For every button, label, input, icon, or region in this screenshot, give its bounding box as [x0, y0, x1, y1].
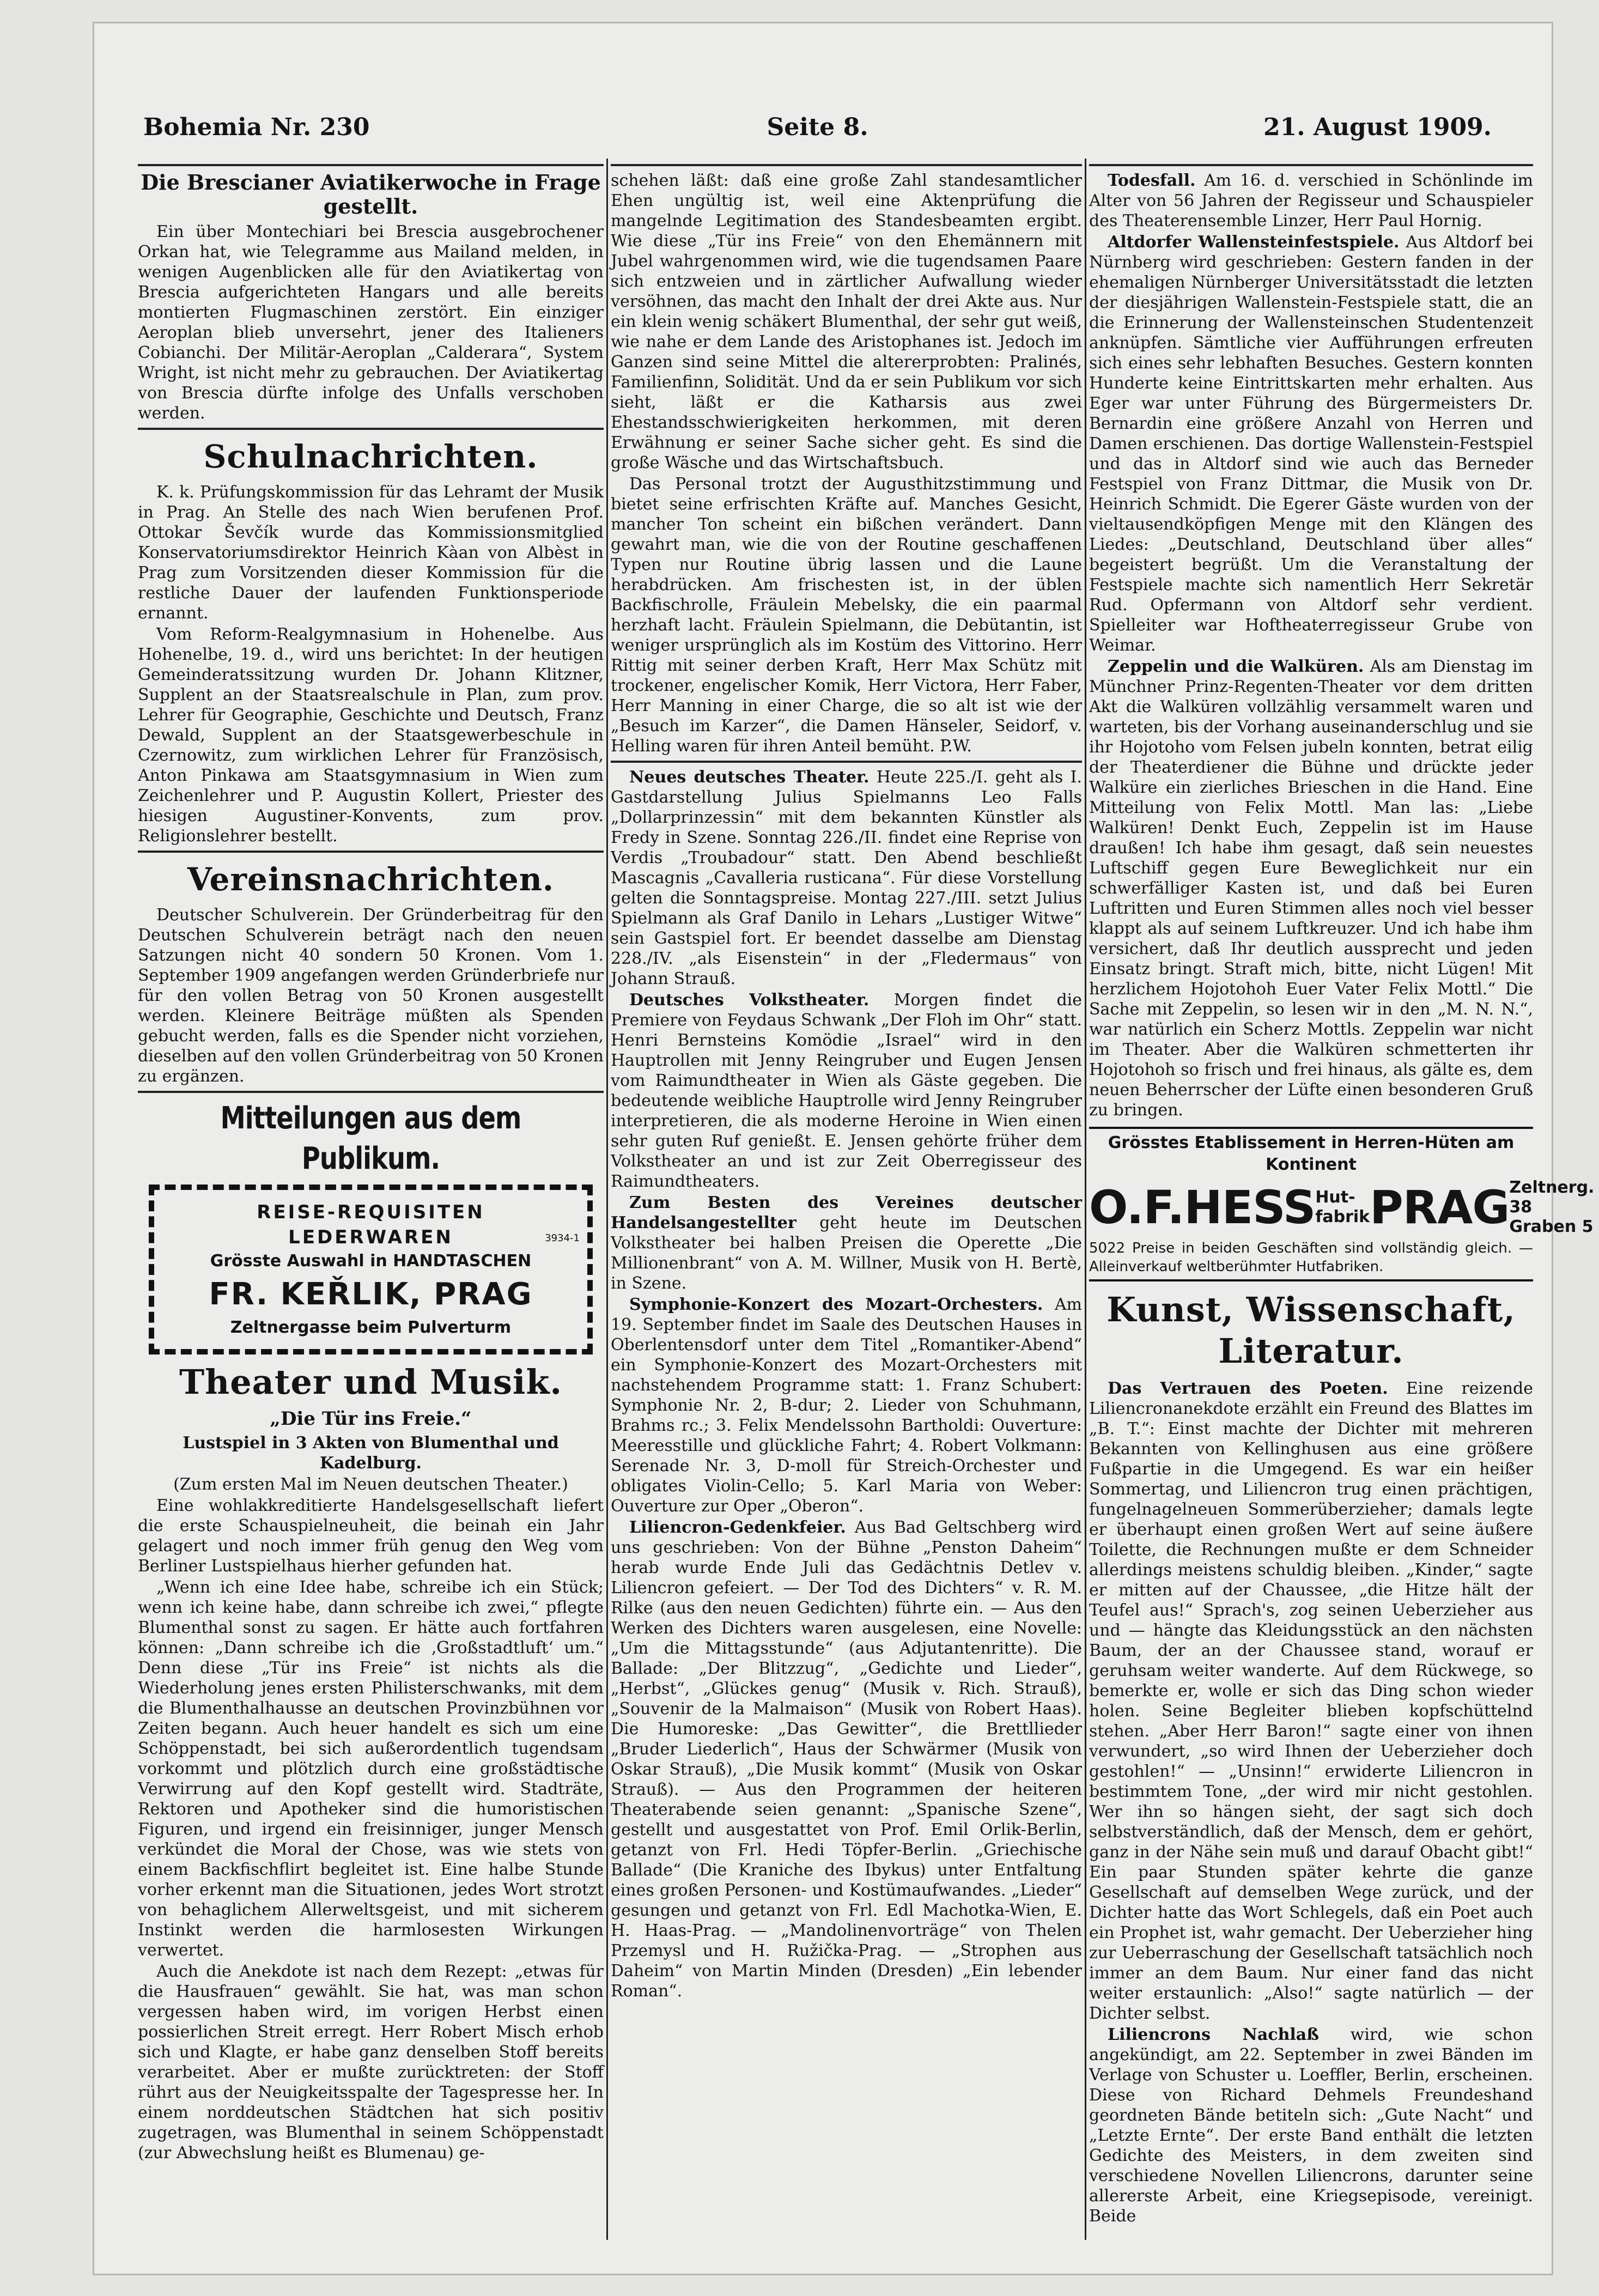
poet-heading: Das Vertrauen des Poeten. [1108, 1379, 1388, 1398]
zeppelin-heading: Zeppelin und die Walküren. [1108, 657, 1364, 676]
divider [138, 1091, 604, 1093]
play-subtitle: Lustspiel in 3 Akten von Blumenthal und Kadelburg. [183, 1434, 559, 1473]
nachlass-text: wird, wie schon angekündigt, am 22. September in zwei Bänden im Verlage von Schuster u. Loeffler, Berlin, erscheinen. Diese von Richard Dehmels Freundeshand geordneten Bände betiteln sich: „Gute Nacht“ und „Letzte Ernte“. Der erste Band enthält die letzten Gedichte des Meisters, in dem zweiten sind verschiedene Novellen Liliencrons, darunter seine allererste Arbeit, eine Kriegsepisode, vereinigt. Beide [1089, 2025, 1534, 2226]
play-review-cast: Das Personal trotzt der Augusthitzstimmung und bietet seine erfrischten Kräfte auf. Manches Gesicht, mancher Ton scheint ein bißchen verändert. Dann gewahrt man, wie die von der Routine geschaffenen Typen nur Routine übrig lassen und die Laune herabdrücken. Am frischesten ist, in der üblen Backfischrolle, Fräulein Mebelsky, die ein paarmal herzhaft lacht. Fräulein Spielmann, die Debütantin, ist weniger ursprünglich als im Kostüm des Vittorino. Herr Rittig mit seiner derben Kraft, Herr Max Schütz mit trockener, engelischer Komik, Herr Victora, Herr Faber, Herr Manning in einer Charge, die so alt ist wie der „Besuch im Karzer“, die Damen Hänseler, Seidorf, v. Helling waren für ihren Anteil bemüht. P.W. [611, 475, 1082, 756]
besten-heading: Zum Besten des Vereines deutscher Handelsangestellter [611, 1193, 1082, 1232]
masthead-page-number: Seite 8. [767, 113, 868, 141]
verein-article: Deutscher Schulverein. Der Gründerbeitrag für den Deutschen Schulverein beträgt nach den neuen Satzungen nicht 40 sondern 50 Kronen. Vom 1. September 1909 angefangen werden Gründerbriefe nur für den vollen Betrag von 50 Kronen ausgestellt werden. Kleinere Beiträge müßten als Spenden gebucht werden, falls es die Spender nicht vorziehen, dieselben auf den vollen Gründerbeitrag von 50 Kronen zu ergänzen. [138, 906, 604, 1086]
brescia-article: Ein über Montechiari bei Brescia ausgebrochener Orkan hat, wie Telegramme aus Mailand melden, in wenigen Augenblicken alle für den Aviatikertag von Brescia aufgerichteten Hangars und alle bereits montierten Flugmaschinen zerstört. Ein einziger Aeroplan blieb unversehrt, jener des Italieners Cobianchi. Der Militär-Aeroplan „Calderara“, System Wright, ist nicht mehr zu gebrauchen. Der Aviatikertag von Brescia dürfte infolge des Unfalls verschoben werden. [138, 222, 604, 423]
zeppelin-text: Als am Dienstag im Münchner Prinz-Regenten-Theater vor dem dritten Akt die Walküren vollzählig versammelt waren und warteten, bis der Vorhang auseinanderschlug und sie ihr Hojotoho vom Felsen jubeln konnten, betrat eilig der Theaterdiener die Bühne und drückte jeder Walküre ein zierliches Brieschen in die Hand. Eine Mitteilung von Felix Mottl. Man las: „Liebe Walküren! Denkt Euch, Zeppelin ist im Hause draußen! Ich habe ihm gesagt, daß sein neuestes Luftschiff gegen Eure Beweglichkeit nur ein schwerfälliger Kasten ist, und daß bei Euren Luftritten und Euren Stimmen alles noch viel besser klappt als auf seinem Luftkreuzer. Und ich habe ihm versichert, daß Ihr deutlich aussprecht und jeden Einsatz bringt. Straft mich, bitte, nicht Lügen! Mit herzlichem Hojotohoh Euer Vater Felix Mottl.“ Die Sache mit Zeppelin, so lesen wir in den „M. N. N.“, war natürlich ein Scherz Mottls. Zeppelin war nicht im Theater. Aber die Walküren schmetterten ihr Hojotohoh so frisch und frei hinaus, als gälte es, dem neuen Beherrscher der Lüfte einen besonderen Gruß zu bringen. [1089, 657, 1533, 1120]
ad-code: 3934-1 [545, 1232, 580, 1244]
nachlass-heading: Liliencrons Nachlaß [1108, 2025, 1320, 2044]
column-rule-2 [1085, 159, 1086, 2240]
masthead [143, 113, 1492, 154]
liliencron-feier-heading: Liliencron-Gedenkfeier. [629, 1518, 846, 1537]
liliencron-feier-text: Aus Bad Geltschberg wird uns geschrieben: Von der Bühne „Penston Daheim“ herab wurde Ende Juli das Gedächtnis Detlev v. Liliencron gefeiert. — Der Tod des Dichters“ v. R. M. Rilke (aus den neuen Gedichten) führte ein. — Aus den Werken des Dichters waren ausgelesen, eine Novelle: „Um die Mittagsstunde“ (aus Adjutantenritte). Die Ballade: „Der Blitzzug“, „Gedichte und Lieder“, „Herbst“, „Glückes genug“ (Musik v. Rich. Strauß), „Souvenir de la Malmaison“ (Musik von Robert Haas). Die Humoreske: „Das Gewitter“, die Brettllieder „Bruder Liederlich“, Haus der Schwärmer (Musik von Oskar Strauß), „Die Musik kommt“ (Musik von Oskar Strauß). — Aus den Programmen der heiteren Theaterabende seien genannt: „Spanische Szene“, gestellt und ausgestattet von Prof. Emil Orlik-Berlin, getanzt von Frl. Hedi Töpfer-Berlin. „Griechische Ballade“ (Die Kraniche des Ibykus) unter Entfaltung eines großen Personen- und Kostümaufwandes. „Lieder“ gesungen und getanzt von Frl. Edl Machotka-Wien, E. H. Haas-Prag. — „Mandolinenvorträge“ von Thelen Przemysl und H. Ružička-Prag. — „Strophen aus Daheim“ von Martin Minden (Dresden) „Ein lebender Roman“. [611, 1518, 1082, 2001]
hess-ad-code: 5022 [1089, 1240, 1126, 1256]
schul-article-2: Vom Reform-Realgymnasium in Hohenelbe. Aus Hohenelbe, 19. d., wird uns berichtet: In der heutigen Gemeinderatssitzung wurden Dr. Johann Klitzner, Supplent an der Staatsrealschule in Plan, zum prov. Lehrer für Geographie, Geschichte und Deutsch, Franz Dewald, Supplent an der Staatsgewerbeschule in Czernowitz, zum wirklichen Lehrer für Französisch, Anton Pinkawa am Staatsgymnasium in Wien zum Zeichenlehrer und P. Augustin Kollert, Priester des hiesigen Augustiner-Konvents, zum prov. Religionslehrer bestellt. [138, 625, 604, 846]
column-1 [138, 160, 604, 2236]
hess-ad-footer: Preise in beiden Geschäften sind vollständig gleich. — Alleinverkauf weltberühmter Hutfabriken. [1089, 1240, 1534, 1275]
play-review-p1: Eine wohlakkreditierte Handelsgesellschaft liefert die erste Schauspielneuheit, die beinah ein Jahr gelagert und noch immer früh genug den Weg vom Berliner Lustspielhaus hierher gefunden hat. [138, 1496, 604, 1576]
hess-advertisement [1089, 1127, 1595, 1281]
hess-ad-name: O.F.HESS [1089, 1181, 1316, 1234]
vereinsnachrichten-heading: Vereinsnachrichten. [187, 861, 555, 898]
volkstheater-heading: Deutsches Volkstheater. [629, 991, 870, 1010]
neues-theater-text: Heute 225./I. geht als I. Gastdarstellung Julius Spielmanns Leo Falls „Dollarprinzessin“ mit dem bekannten Künstler als Fredy in Szene. Sonntag 226./II. findet eine Reprise von Verdis „Troubadour“ statt. Den Abend beschließt Mascagnis „Cavalleria rusticana“. Für diese Vorstellung gelten die Sonntagspreise. Montag 227./III. setzt Julius Spielmann als Graf Danilo in Lehars „Lustiger Witwe“ sein Gastspiel fort. Er beendet dasselbe am Dienstag 228./IV. „als Eisenstein“ in der „Fledermaus“ von Johann Strauß. [611, 768, 1082, 988]
mitteilungen-heading: Mitteilungen aus dem Publikum. [220, 1101, 521, 1176]
column-2 [611, 160, 1082, 2236]
play-title: „Die Tür ins Freie.“ [270, 1408, 472, 1430]
column-3 [1089, 160, 1595, 2236]
hess-ad-address-2: Graben 5 [1509, 1217, 1594, 1236]
ad-line-reise: REISE-REQUISITEN [257, 1201, 485, 1223]
todesfall-text: Am 16. d. verschied in Schönlinde im Alter von 56 Jahren der Regisseur und Schauspieler des Theaterensemble Linzer, Herr Paul Hornig. [1089, 171, 1533, 230]
theater-heading: Theater und Musik. [179, 1362, 562, 1402]
todesfall-heading: Todesfall. [1108, 171, 1196, 190]
top-rule [138, 164, 604, 166]
masthead-date: 21. August 1909. [1263, 113, 1492, 141]
divider [138, 851, 604, 853]
play-review-p2: „Wenn ich eine Idee habe, schreibe ich ein Stück; wenn ich keine habe, dann schreibe ich zwei,“ pflegte Blumenthal sonst zu sagen. Er hätte auch fortfahren können: „Dann schreibe ich die ‚Großstadtluft‘ um.“ Denn diese „Tür ins Freie“ ist nichts als die Wiederholung jenes ersten Philisterschwanks, mit dem die Blumenthalhausse an deutschen Provinzbühnen vor Zeiten begann. Auch heuer handelt es sich um eine Schöppenstadt, bei sich außerordentlich tugendsam vorkommt und plötzlich durch eine großstädtische Verwirrung auf den Kopf gestellt wird. Stadträte, Rektoren und Apotheker sind die humoristischen Figuren, und irgend ein freisinniger, junger Mensch verkündet die Moral der Chose, was wie stets von einem Backfischflirt begleitet ist. Eine halbe Stunde vorher erkennt man die Situationen, jedes Wort strotzt von behaglichem Allerweltsgeist, und mit sicherem Instinkt werden die harmlosesten Wirkungen verwertet. [138, 1578, 604, 1960]
divider [611, 761, 1082, 763]
hess-ad-fabrik: fabrik [1315, 1207, 1370, 1226]
hess-ad-prag: PRAG [1370, 1181, 1510, 1234]
newspaper-page [93, 22, 1595, 2275]
poet-text: Eine reizende Liliencronanekdote erzählt ein Freund des Blattes im „B. T.“: Einst machte der Dichter mit mehreren Bekannten von Kellinghusen aus eine größere Fußpartie in die Umgegend. Es war ein heißer Sommertag, und Liliencron trug einen prächtigen, fungelnagelneuen Sommerüberzieher; damals legte er überhaupt einen großen Wert auf seine äußere Toilette, die Rechnungen mußte er dem Schneider allerdings meistens schuldig bleiben. „Kinder,“ sagte er mitten auf der Chaussee, „die Hitze hält der Teufel aus!“ Sprach's, zog seinen Ueberzieher aus und — hängte das Kleidungsstück an den nächsten Baum, der an der Chaussee stand, worauf er geruhsam weiter wanderte. Auf dem Rückwege, so bemerkte er, wolle er sich das Ding schon wieder holen. Seine Begleiter blieben kopfschüttelnd stehen. „Aber Herr Baron!“ sagte einer von ihnen verwundert, „so wird Ihnen der Ueberzieher doch gestohlen!“ — „Unsinn!“ erwiderte Liliencron in bestimmtem Tone, „der wird mir nicht gestohlen. Wer ihn so hängen sieht, der sagt sich doch selbstverständlich, daß der Mensch, dem er gehört, ganz in der Nähe sein muß und darauf Obacht gibt!“ Ein paar Stunden später kehrte die ganze Gesellschaft auf demselben Wege zurück, und der Dichter hatte das Wort Schlegels, daß ein Poet auch ein Prophet ist, wahr gemacht. Der Ueberzieher hing zur Ueberraschung der Gesellschaft tatsächlich noch immer an dem Baum. Nur einer fand das nicht weiter erstaunlich: „Also!“ sagte natürlich — der Dichter selbst. [1089, 1379, 1533, 2023]
top-rule [1089, 164, 1533, 166]
ad-shop-name: FR. KEŘLIK, PRAG [209, 1277, 533, 1312]
ad-line-lederwaren: LEDERWAREN [288, 1226, 453, 1248]
play-note: (Zum ersten Mal im Neuen deutschen Theater.) [173, 1475, 568, 1494]
kerlik-advertisement [149, 1185, 593, 1354]
divider [138, 428, 604, 430]
schul-article-1: K. k. Prüfungskommission für das Lehramt der Musik in Prag. An Stelle des nach Wien berufenen Prof. Ottokar Ševčík wurde das Kommissionsmitglied Konservatoriumsdirektor Heinrich Kàan von Albèst in Prag zum Vorsitzenden dieser Kommission für die restliche Dauer der laufenden Funktionsperiode ernannt. [138, 483, 604, 623]
schulnachrichten-heading: Schulnachrichten. [203, 438, 538, 475]
neues-theater-heading: Neues deutsches Theater. [629, 768, 870, 787]
hess-ad-hut: Hut- [1315, 1188, 1355, 1207]
hess-ad-address-1: Zeltnerg. 38 [1509, 1178, 1595, 1217]
brescia-headline: Die Brescianer Aviatikerwoche in Frage gestellt. [141, 170, 601, 218]
symphonie-heading: Symphonie-Konzert des Mozart-Orchesters. [629, 1295, 1043, 1314]
masthead-issue: Bohemia Nr. 230 [143, 113, 370, 141]
column-rule-1 [606, 159, 608, 2240]
wallenstein-heading: Altdorfer Wallensteinfestspiele. [1108, 233, 1400, 252]
hess-ad-tagline: Grösstes Etablissement in Herren-Hüten am Kontinent [1108, 1133, 1515, 1174]
wallenstein-text: Aus Altdorf bei Nürnberg wird geschrieben: Gestern fanden in der ehemaligen Nürnberger Universitätsstadt die letzten der diesjährigen Wallenstein-Festspiele statt, die an die Erinnerung der Wallensteinschen Studentenzeit anknüpfen. Sämtliche vier Aufführungen erfreuten sich eines sehr lebhaften Besuches. Gestern konnten Hunderte keine Eintrittskarten mehr erhalten. Aus Eger war unter Führung des Bürgermeisters Dr. Bernardin eine größere Anzahl von Herren und Damen erschienen. Das dortige Wallenstein-Festspiel und das in Altdorf sind wie auch das Berneder Festspiel von Franz Dittmar, die Musik von Dr. Heinrich Schmidt. Die Egerer Gäste wurden von der vieltausendköpfigen Menge mit den Klängen des Liedes: „Deutschland, Deutschland über alles“ begeistert begrüßt. Um die Veranstaltung der Festspiele machte sich namentlich Herr Sekretär Rud. Opfermann von Altdorf sehr verdient. Spielleiter war Hoftheaterregisseur Grube von Weimar. [1089, 233, 1533, 655]
play-review-p3: Auch die Anekdote ist nach dem Rezept: „etwas für die Hausfrauen“ gewählt. Sie hat, was man schon vergessen haben wird, im vorigen Herbst einen possierlichen Streit erregt. Herr Robert Misch erhob sich und Klagte, er habe ganz denselben Stoff bereits verarbeitet. Aber er mußte zurücktreten: der Stoff rührt aus der Neuigkeitsspalte der Tagespresse her. In einem norddeutschen Städtchen hat sich positiv zugetragen, was Blumenthal in seinem Schöppenstadt (zur Abwechslung heißt es Blumenau) ge- [138, 1962, 604, 2163]
top-rule [611, 164, 1082, 166]
symphonie-text: Am 19. September findet im Saale des Deutschen Hauses in Oberlentensdorf unter dem Titel „Romantiker-Abend“ ein Symphonie-Konzert des Mozart-Orchesters mit nachstehendem Programme statt: 1. Franz Schubert: Symphonie Nr. 2, B-dur; 2. Lieder von Schuhmann, Brahms rc.; 3. Felix Mendelssohn Bartholdi: Ouverture: Meeresstille und glückliche Fahrt; 4. Robert Volkmann: Serenade Nr. 3, D-moll für Streich-Orchester und obligates Violin-Cello; 5. Karl Maria von Weber: Ouverture zur Oper „Oberon“. [611, 1295, 1082, 1516]
ad-line-handtaschen: Grösste Auswahl in HANDTASCHEN [210, 1252, 532, 1271]
play-review-continued: schehen läßt: daß eine große Zahl standesamtlicher Ehen ungültig ist, weil eine Aktenprüfung die mangelnde Legitimation des Standesbeamten ergibt. Wie diese „Tür ins Freie“ von den Ehemännern mit Jubel wahrgenommen wird, wie die tugendsamen Paare sich entzweien und in zärtlicher Aufwallung wieder versöhnen, das macht den Inhalt der drei Akte aus. Nur ein klein wenig schäkert Blumenthal, der sehr gut weiß, wie nahe er dem Lande des Aristophanes ist. Jedoch im Ganzen sind seine Mittel die altererprobten: Pralinés, Familienfinn, Solidität. Und da er sein Publikum vor sich sieht, läßt er die Katharsis aus zwei Ehestandsschwierigkeiten herkommen, mit deren Erwähnung er seiner Sache sicher geht. Es sind die große Wäsche und das Wirtschaftsbuch. [611, 171, 1082, 472]
volkstheater-text: Morgen findet die Premiere von Feydaus Schwank „Der Floh im Ohr“ statt. Henri Bernsteins Komödie „Israel“ wird in den Hauptrollen mit Jenny Reingruber und Eugen Jensen vom Raimundtheater in Wien als Gäste gegeben. Die bedeutende weibliche Hauptrolle wird Jenny Reingruber interpretieren, die als moderne Heroine in Wien einen sehr guten Ruf genießt. E. Jensen gehörte früher dem Volkstheater an und ist zur Zeit Oberregisseur des Raimundtheaters. [611, 991, 1083, 1191]
kunst-heading: Kunst, Wissenschaft, Literatur. [1106, 1290, 1516, 1371]
ad-address: Zeltnergasse beim Pulverturm [230, 1318, 512, 1337]
besten-text: geht heute im Deutschen Volkstheater bei halben Preisen die Operette „Die Millionenbrant“ von A. M. Willner, Musik von H. Bertè, in Szene. [611, 1213, 1082, 1293]
